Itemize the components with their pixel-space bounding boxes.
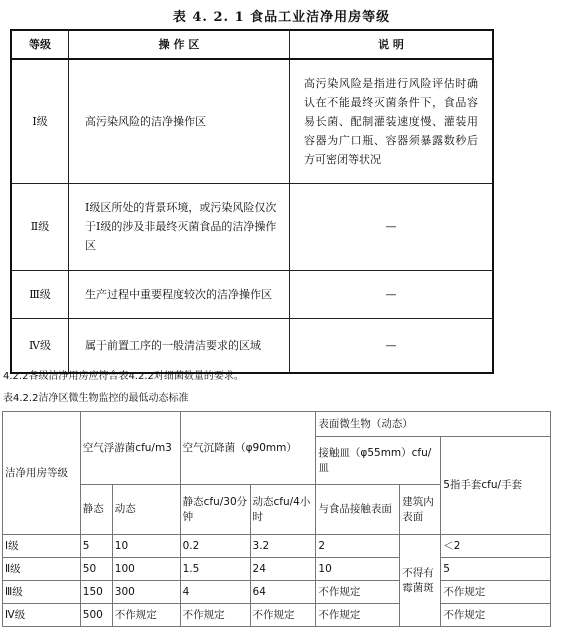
header-desc: 说 明 (290, 30, 494, 59)
cell-level: Ⅱ级 (3, 558, 81, 581)
cell-float-static: 5 (80, 535, 112, 558)
row-desc: — (290, 318, 494, 373)
table1-title: 表 4. 2. 1 食品工业洁净用房等级 (172, 10, 391, 25)
cell-glove: 不作规定 (441, 604, 551, 627)
microbe-monitoring-table (2, 411, 551, 627)
row-area: 属于前置工序的一般清洁要求的区域 (69, 318, 290, 373)
cell-settle-static: 0.2 (180, 535, 250, 558)
header-level: 等级 (11, 30, 69, 59)
cell-float-dynamic: 100 (112, 558, 180, 581)
cell-settle-static: 1.5 (180, 558, 250, 581)
table-row (3, 558, 551, 581)
table2-header-row (3, 412, 551, 437)
cell-food-contact: 不作规定 (316, 581, 400, 604)
table1-header-row (11, 30, 493, 59)
cell-level: Ⅳ级 (3, 604, 81, 627)
cell-float-static: 50 (80, 558, 112, 581)
row-desc: — (290, 270, 494, 318)
header-static-30min: 静态cfu/30分钟 (180, 485, 250, 535)
row-level: Ⅱ级 (11, 183, 69, 270)
cell-float-dynamic: 300 (112, 581, 180, 604)
cell-settle-dynamic: 24 (250, 558, 316, 581)
row-area: Ⅰ级区所处的背景环境，或污染风险仅次于Ⅰ级的涉及非最终灭菌食品的洁净操作区 (69, 183, 290, 270)
header-dynamic: 动态 (112, 485, 180, 535)
cell-float-dynamic: 不作规定 (112, 604, 180, 627)
table1-row (11, 59, 493, 183)
cell-level: Ⅰ级 (3, 535, 81, 558)
cell-float-static: 500 (80, 604, 112, 627)
cell-food-contact: 不作规定 (316, 604, 400, 627)
row-area: 生产过程中重要程度较次的洁净操作区 (69, 270, 290, 318)
cell-float-static: 150 (80, 581, 112, 604)
row-level: Ⅰ级 (11, 59, 69, 183)
table1-row (11, 318, 493, 373)
cell-glove: 5 (441, 558, 551, 581)
header-airborne: 空气浮游菌cfu/m3 (80, 412, 180, 485)
cell-settle-dynamic: 不作规定 (250, 604, 316, 627)
header-settling: 空气沉降菌（φ90mm） (180, 412, 316, 485)
header-glove: 5指手套cfu/手套 (441, 437, 551, 535)
paragraph-4-2-2: 4.2.2各级洁净用房应符合表4.2.2对细菌数量的要求。 (3, 371, 244, 382)
cell-glove: ＜2 (441, 535, 551, 558)
cell-settle-dynamic: 64 (250, 581, 316, 604)
cell-food-contact: 10 (316, 558, 400, 581)
cell-float-dynamic: 10 (112, 535, 180, 558)
cell-level: Ⅲ级 (3, 581, 81, 604)
cell-settle-static: 不作规定 (180, 604, 250, 627)
cell-building-merged: 不得有霉菌斑 (400, 535, 441, 627)
row-level: Ⅲ级 (11, 270, 69, 318)
cell-food-contact: 2 (316, 535, 400, 558)
clean-room-grade-table (10, 29, 494, 374)
header-area: 操 作 区 (69, 30, 290, 59)
header-food-contact: 与食品接触表面 (316, 485, 400, 535)
table-row (3, 535, 551, 558)
cell-settle-dynamic: 3.2 (250, 535, 316, 558)
row-area: 高污染风险的洁净操作区 (69, 59, 290, 183)
cell-glove: 不作规定 (441, 581, 551, 604)
table2-caption: 表4.2.2洁净区微生物监控的最低动态标准 (3, 393, 189, 404)
header-contact-plate: 接触皿（φ55mm）cfu/皿 (316, 437, 441, 485)
row-desc: — (290, 183, 494, 270)
header-room-level: 洁净用房等级 (3, 412, 81, 535)
cell-settle-static: 4 (180, 581, 250, 604)
header-building-surface: 建筑内表面 (400, 485, 441, 535)
header-surface: 表面微生物（动态） (316, 412, 551, 437)
row-level: Ⅳ级 (11, 318, 69, 373)
table-row (3, 581, 551, 604)
header-dynamic-4h: 动态cfu/4小时 (250, 485, 316, 535)
row-desc: 高污染风险是指进行风险评估时确认在不能最终灭菌条件下，食品容易长菌、配制灌装速度慢、灌装用容器为广口瓶、容器须暴露数秒后方可密闭等状况 (290, 59, 494, 183)
table1-row (11, 183, 493, 270)
header-static: 静态 (80, 485, 112, 535)
table1-row (11, 270, 493, 318)
table-row (3, 604, 551, 627)
